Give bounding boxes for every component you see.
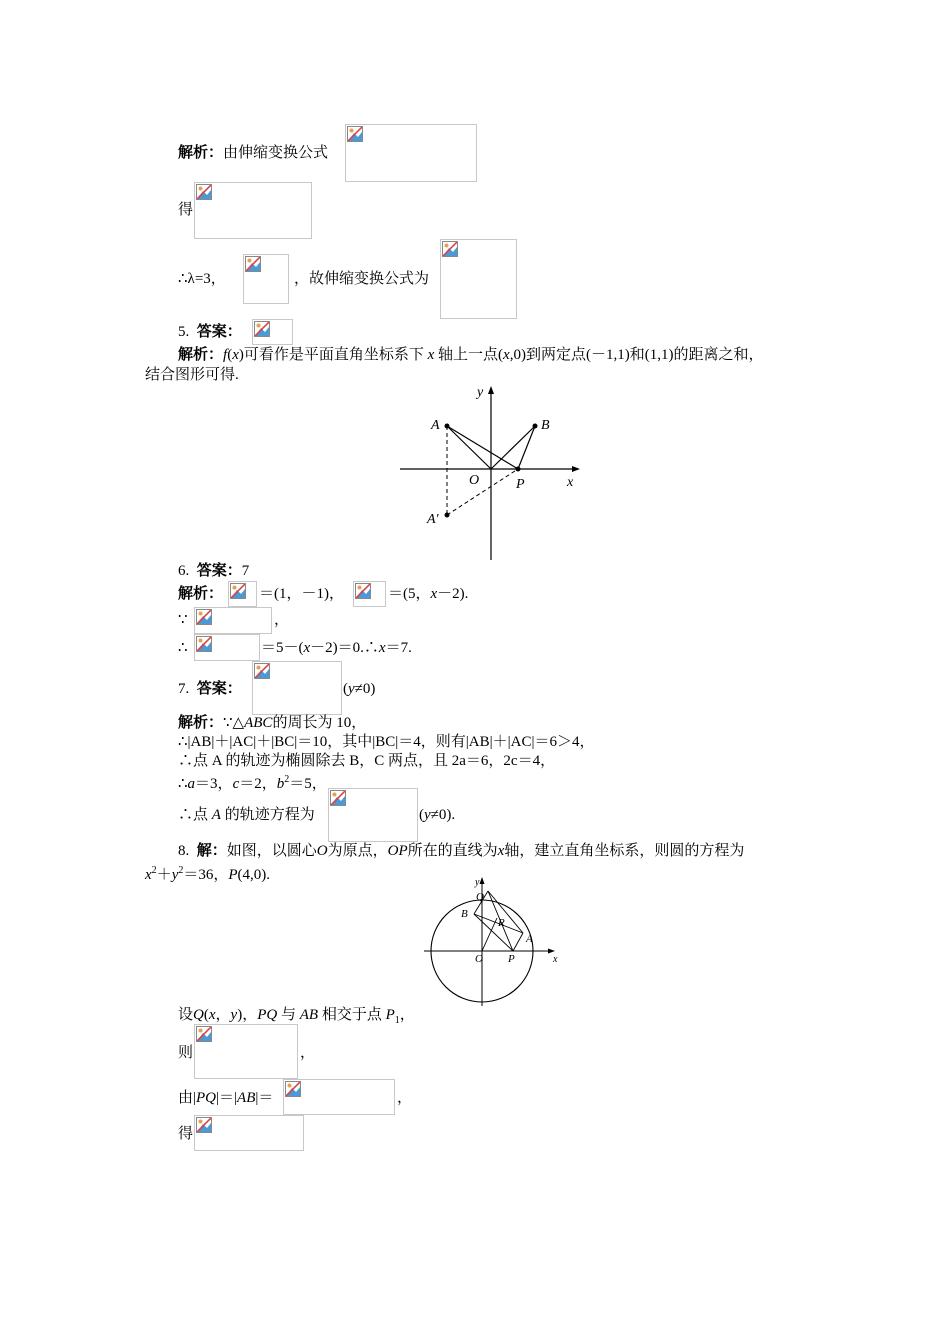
because-symbol: ∵ xyxy=(178,612,188,628)
q8c-t7: ， xyxy=(399,1007,415,1023)
q5-analysis-line-2 xyxy=(145,365,239,385)
q6-sol-c: ＝7. xyxy=(385,640,412,656)
formula-image xyxy=(243,254,289,304)
q8d-t1: 则 xyxy=(178,1045,194,1061)
a-point: A xyxy=(211,807,221,823)
pq-segment: PQ xyxy=(257,1007,278,1023)
q8b-t3: (4,0). xyxy=(237,867,271,883)
q7-d-text-3: ＝5， xyxy=(289,776,327,792)
q7-analysis-line-2 xyxy=(178,732,594,752)
y-axis-label: y xyxy=(477,385,484,400)
formula-image xyxy=(328,788,418,842)
q8c-t2: ( xyxy=(203,1007,209,1023)
q8-line-2: $x^2+y^2=36$，P(4,0). xyxy=(145,865,271,883)
q8c-t6: 相交于点 xyxy=(321,1007,382,1023)
formula-image xyxy=(440,239,517,319)
q8-then-line xyxy=(178,1043,193,1063)
formula-image xyxy=(194,1024,298,1079)
q7-analysis-line-5 xyxy=(178,805,315,825)
label-b: B xyxy=(461,908,468,920)
segment-a-o xyxy=(447,426,491,469)
lambda-text: ∴λ=3， xyxy=(178,271,226,287)
q7-b-text: ∴|AB|＋|AC|＋|BC|＝10，其中|BC|＝4，则有|AB|＋|AC|＝6＞4， xyxy=(178,734,595,750)
q5-answer-label: 答案： xyxy=(196,324,242,340)
q6-therefore-line xyxy=(178,638,188,658)
x-symbol: x xyxy=(303,640,311,656)
q7-a-text-2: 的周长为 10， xyxy=(272,715,367,731)
formula-image xyxy=(194,182,312,239)
q7-cond-text: ≠0) xyxy=(354,681,376,697)
point-p xyxy=(516,467,521,472)
q7-analysis-line-4: ∴a＝3，c＝2，$b^2=5$， xyxy=(178,774,327,792)
broken-image-icon xyxy=(196,184,212,200)
q7-analysis-label: 解析： xyxy=(178,715,224,731)
y-axis-arrow xyxy=(488,386,494,394)
q7-analysis-line-1 xyxy=(178,713,366,733)
analysis-label: 解析： xyxy=(178,145,224,161)
q5-conclusion: 结合图形可得. xyxy=(145,367,239,383)
label-r: R xyxy=(498,917,505,929)
broken-image-icon xyxy=(254,663,270,679)
q7-e-text-2: 的轨迹方程为 xyxy=(224,807,315,823)
label-o: O xyxy=(475,953,483,965)
q6-answer-label: 答案： xyxy=(196,563,242,579)
analysis-line xyxy=(178,143,328,163)
formula-image xyxy=(194,1115,304,1151)
de-text: 得 xyxy=(178,1126,194,1142)
point-a xyxy=(445,424,450,429)
b-symbol: b xyxy=(276,776,285,792)
q6-because-line xyxy=(178,610,188,630)
q6-analysis-label-line xyxy=(178,584,223,604)
q5-answer-line xyxy=(178,322,242,342)
y-symbol: y xyxy=(424,807,431,823)
q8c-t4: )， xyxy=(237,1007,258,1023)
q5-text-3: ,0)到两定点(－1,1)和(1,1)的距离之和， xyxy=(509,347,764,363)
q6-analysis-label: 解析： xyxy=(178,586,224,602)
q6-text-a: ＝(5， xyxy=(388,586,431,602)
x-symbol: x xyxy=(378,640,386,656)
broken-image-icon xyxy=(442,241,458,257)
label-b: B xyxy=(541,418,550,433)
label-p: P xyxy=(516,477,525,492)
q8b-t2: ＝36， xyxy=(183,867,229,883)
pq-segment: PQ xyxy=(196,1090,217,1106)
x-axis-label: x xyxy=(567,475,574,490)
point-a-prime xyxy=(445,513,450,518)
broken-image-icon xyxy=(355,583,371,599)
q8e-t3: |＝ xyxy=(255,1090,274,1106)
label-q: Q xyxy=(476,891,484,903)
q7-a-text-1: ∵△ xyxy=(223,715,245,731)
formula-image xyxy=(353,581,386,607)
q8-t2: 为原点， xyxy=(327,843,388,859)
label-a-prime: A′ xyxy=(427,512,439,527)
formula-image xyxy=(252,319,293,345)
transform-text: ，故伸缩变换公式为 xyxy=(294,271,430,287)
q6-answer-line xyxy=(178,561,249,581)
q7-d-text-2: ＝2， xyxy=(239,776,277,792)
q7-final-cond: (y≠0). xyxy=(419,807,456,823)
broken-image-icon xyxy=(196,1026,212,1042)
label-a: A xyxy=(526,933,533,945)
q8e-t1: 由| xyxy=(178,1090,197,1106)
a-symbol: a xyxy=(187,776,196,792)
x-axis-arrow xyxy=(548,949,555,954)
formula-image xyxy=(345,124,477,182)
q8-number: 8. xyxy=(178,843,190,859)
therefore-symbol: ∴ xyxy=(178,640,188,656)
segment-p-b xyxy=(474,914,513,951)
formula-image xyxy=(194,607,272,634)
label-p: P xyxy=(508,953,515,965)
q6-answer-value: 7 xyxy=(241,563,250,579)
op-segment: OP xyxy=(387,843,408,859)
x-symbol: x xyxy=(145,867,152,883)
q6-number: 6. xyxy=(178,563,190,579)
q6-vector-1-text xyxy=(259,584,344,604)
result-line xyxy=(178,200,193,220)
segment-b-p xyxy=(518,426,535,469)
figure-reflection-diagram xyxy=(395,378,590,563)
broken-image-icon xyxy=(196,636,212,652)
q8-from-tail xyxy=(397,1088,412,1108)
label-o: O xyxy=(469,473,480,488)
q8-then-tail xyxy=(300,1043,315,1063)
f-symbol: f xyxy=(223,347,228,363)
q7-condition: (y≠0) xyxy=(343,681,376,697)
q8-label: 解： xyxy=(196,843,227,859)
q5-analysis-label: 解析： xyxy=(178,347,224,363)
formula-image xyxy=(283,1079,395,1115)
q6-vector-1-value: ＝(1，－1)， xyxy=(259,586,344,602)
formula-image xyxy=(228,581,257,607)
q6-sol-a: ＝5－( xyxy=(261,640,304,656)
de-text: 得 xyxy=(178,202,194,218)
segment-a-p xyxy=(447,426,518,469)
q6-because-tail xyxy=(274,610,289,630)
broken-image-icon xyxy=(196,1117,212,1133)
q7-e-cond: ≠0). xyxy=(430,807,456,823)
q5-number: 5. xyxy=(178,324,190,340)
point-b xyxy=(533,424,538,429)
subscript-1: 1 xyxy=(394,1015,400,1026)
q8-from-line xyxy=(178,1088,273,1108)
broken-image-icon xyxy=(245,256,261,272)
q8-t3: 所在的直线为 xyxy=(407,843,498,859)
y-symbol: y xyxy=(230,1007,238,1023)
x-symbol: x xyxy=(208,1007,216,1023)
q8-t1: 如图，以圆心 xyxy=(226,843,317,859)
lambda-line xyxy=(178,269,226,289)
q6-solution-text xyxy=(261,638,412,658)
broken-image-icon xyxy=(254,321,270,337)
comma: ， xyxy=(397,1090,413,1106)
broken-image-icon xyxy=(196,609,212,625)
formula-image xyxy=(252,661,342,715)
q6-text-b: －2). xyxy=(437,586,469,602)
segment-b-o xyxy=(491,426,535,469)
comma: ， xyxy=(274,612,290,628)
segment-p-a xyxy=(513,933,523,951)
q6-sol-b: －2)＝0.∴ xyxy=(310,640,379,656)
x-symbol: x xyxy=(232,347,239,363)
q8-result-line xyxy=(178,1124,193,1144)
y-axis-label: y xyxy=(475,877,480,888)
y-symbol: y xyxy=(348,681,355,697)
x-symbol: x xyxy=(427,347,435,363)
p1-point: P xyxy=(385,1007,395,1023)
q8c-t1: 设 xyxy=(178,1007,194,1023)
y-symbol: y xyxy=(171,867,179,883)
q7-answer-label: 答案： xyxy=(196,681,242,697)
triangle-abc: ABC xyxy=(244,715,273,731)
x-symbol: x xyxy=(503,347,510,363)
q7-e-text-1: ∴点 xyxy=(178,807,209,823)
p-point: P xyxy=(228,867,238,883)
q7-c-text: ∴点 A 的轨迹为椭圆除去 B，C 两点，且 2a＝6，2c＝4， xyxy=(178,753,556,769)
x-axis-label: x xyxy=(553,954,558,965)
q5-analysis-line: 解析：f(x)可看作是平面直角坐标系下 x 轴上一点(x,0)到两定点(－1,1)和(1,1)的距离之和， xyxy=(178,347,764,363)
broken-image-icon xyxy=(330,790,346,806)
x-axis-arrow xyxy=(572,466,580,472)
figure-circle-diagram xyxy=(420,872,565,1010)
q8e-t2: |＝| xyxy=(216,1090,238,1106)
label-a: A xyxy=(431,418,440,433)
q7-answer-line xyxy=(178,679,242,699)
formula-image xyxy=(194,634,260,661)
dashed-a-prime-p xyxy=(447,469,518,515)
q7-d-text-1: ＝3， xyxy=(195,776,233,792)
plus: ＋ xyxy=(156,867,172,883)
segment-o-r xyxy=(482,918,497,951)
q8c-t3: ， xyxy=(215,1007,231,1023)
q5-text-1: 可看作是平面直角坐标系下 xyxy=(243,347,424,363)
q6-vector-2-text xyxy=(388,584,468,604)
broken-image-icon xyxy=(230,583,246,599)
therefore-symbol: ∴ xyxy=(178,776,188,792)
broken-image-icon xyxy=(347,126,363,142)
q8-line-1 xyxy=(178,841,744,861)
x-symbol: x xyxy=(497,843,505,859)
lambda-line-tail xyxy=(294,269,429,289)
analysis-text: 由伸缩变换公式 xyxy=(223,145,329,161)
y-axis-arrow xyxy=(480,877,485,884)
q-point: Q xyxy=(193,1007,204,1023)
ab-segment: AB xyxy=(237,1090,256,1106)
q7-number: 7. xyxy=(178,681,190,697)
ab-segment: AB xyxy=(299,1007,319,1023)
q8c-t5: 与 xyxy=(280,1007,296,1023)
comma: ， xyxy=(300,1045,316,1061)
q5-text-2: 轴上一点( xyxy=(438,347,504,363)
o-point: O xyxy=(316,843,328,859)
c-symbol: c xyxy=(232,776,240,792)
broken-image-icon xyxy=(285,1081,301,1097)
x-symbol: x xyxy=(430,586,438,602)
q7-analysis-line-3 xyxy=(178,751,555,771)
q8-t4: 轴，建立直角坐标系，则圆的方程为 xyxy=(504,843,745,859)
